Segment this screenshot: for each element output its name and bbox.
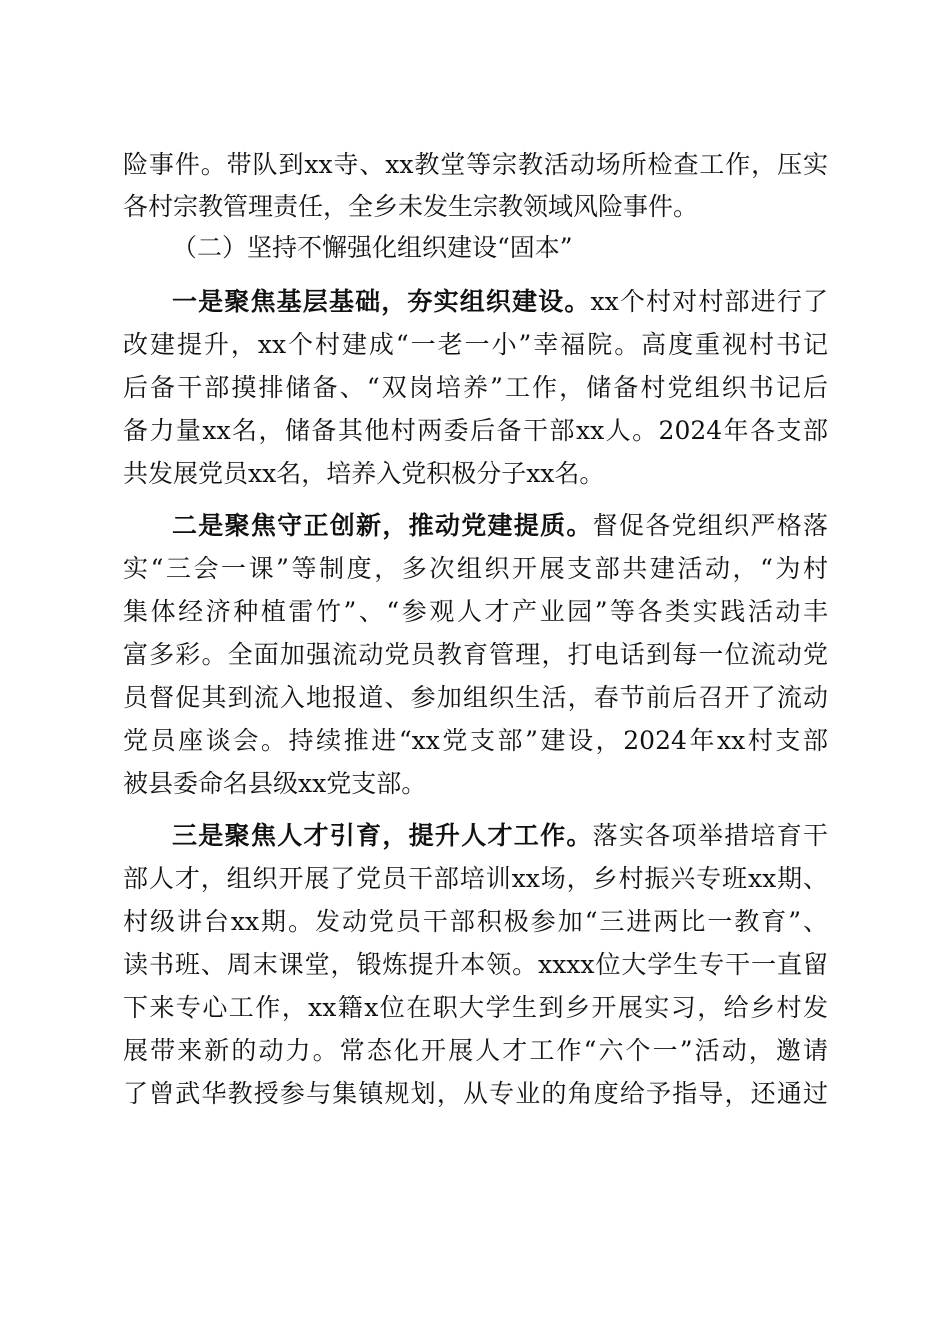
paragraph-first-line — [172, 284, 828, 320]
paragraph-line: 集体经济种植雷竹”、“参观人才产业园”等各类实践活动丰 — [123, 597, 828, 626]
paragraph-line: 实“三会一课”等制度，多次组织开展支部共建活动，“为村 — [123, 554, 828, 583]
paragraph-line: 了曾武华教授参与集镇规划，从专业的角度给予指导，还通过 — [123, 1079, 828, 1108]
paragraph-line: 村级讲台xx期。发动党员干部积极参加“三进两比一教育”、 — [123, 907, 828, 936]
paragraph-first-line — [172, 818, 828, 854]
paragraph-line: 后备干部摸排储备、“双岗培养”工作，储备村党组织书记后 — [123, 373, 828, 402]
paragraph-line: 读书班、周末课堂，锻炼提升本领。xxxx位大学生专干一直留 — [123, 950, 828, 979]
paragraph-text: xx个村对村部进行了 — [590, 287, 828, 316]
paragraph-line: 险事件。带队到xx寺、xx教堂等宗教活动场所检查工作，压实 — [123, 150, 828, 179]
paragraph-line: 改建提升，xx个村建成“一老一小”幸福院。高度重视村书记 — [123, 330, 828, 359]
paragraph-line: 展带来新的动力。常态化开展人才工作“六个一”活动，邀请 — [123, 1036, 828, 1065]
paragraph-line: 党员座谈会。持续推进“xx党支部”建设，2024年xx村支部 — [123, 726, 828, 755]
paragraph-line: 富多彩。全面加强流动党员教育管理，打电话到每一位流动党 — [123, 640, 828, 669]
paragraph-line: 被县委命名县级xx党支部。 — [123, 769, 427, 798]
paragraph-lead: 三是聚焦人才引育，提升人才工作。 — [172, 821, 593, 850]
paragraph-text: 落实各项举措培育干 — [592, 821, 828, 850]
paragraph-line: 员督促其到流入地报道、参加组织生活，春节前后召开了流动 — [123, 683, 828, 712]
paragraph-text: 督促各党组织严格落 — [592, 511, 828, 540]
paragraph-line: 各村宗教管理责任，全乡未发生宗教领域风险事件。 — [123, 192, 699, 221]
paragraph-line: 部人才，组织开展了党员干部培训xx场，乡村振兴专班xx期、 — [123, 864, 828, 893]
paragraph-lead: 二是聚焦守正创新，推动党建提质。 — [172, 511, 593, 540]
paragraph-line: 下来专心工作，xx籍x位在职大学生到乡开展实习，给乡村发 — [123, 993, 828, 1022]
section-heading: （二）坚持不懈强化组织建设“固本” — [172, 233, 573, 262]
paragraph-line: 备力量xx名，储备其他村两委后备干部xx人。2024年各支部 — [123, 416, 828, 445]
paragraph-first-line — [172, 508, 828, 544]
paragraph-lead: 一是聚焦基层基础，夯实组织建设。 — [172, 287, 591, 316]
paragraph-line: 共发展党员xx名，培养入党积极分子xx名。 — [123, 459, 605, 488]
